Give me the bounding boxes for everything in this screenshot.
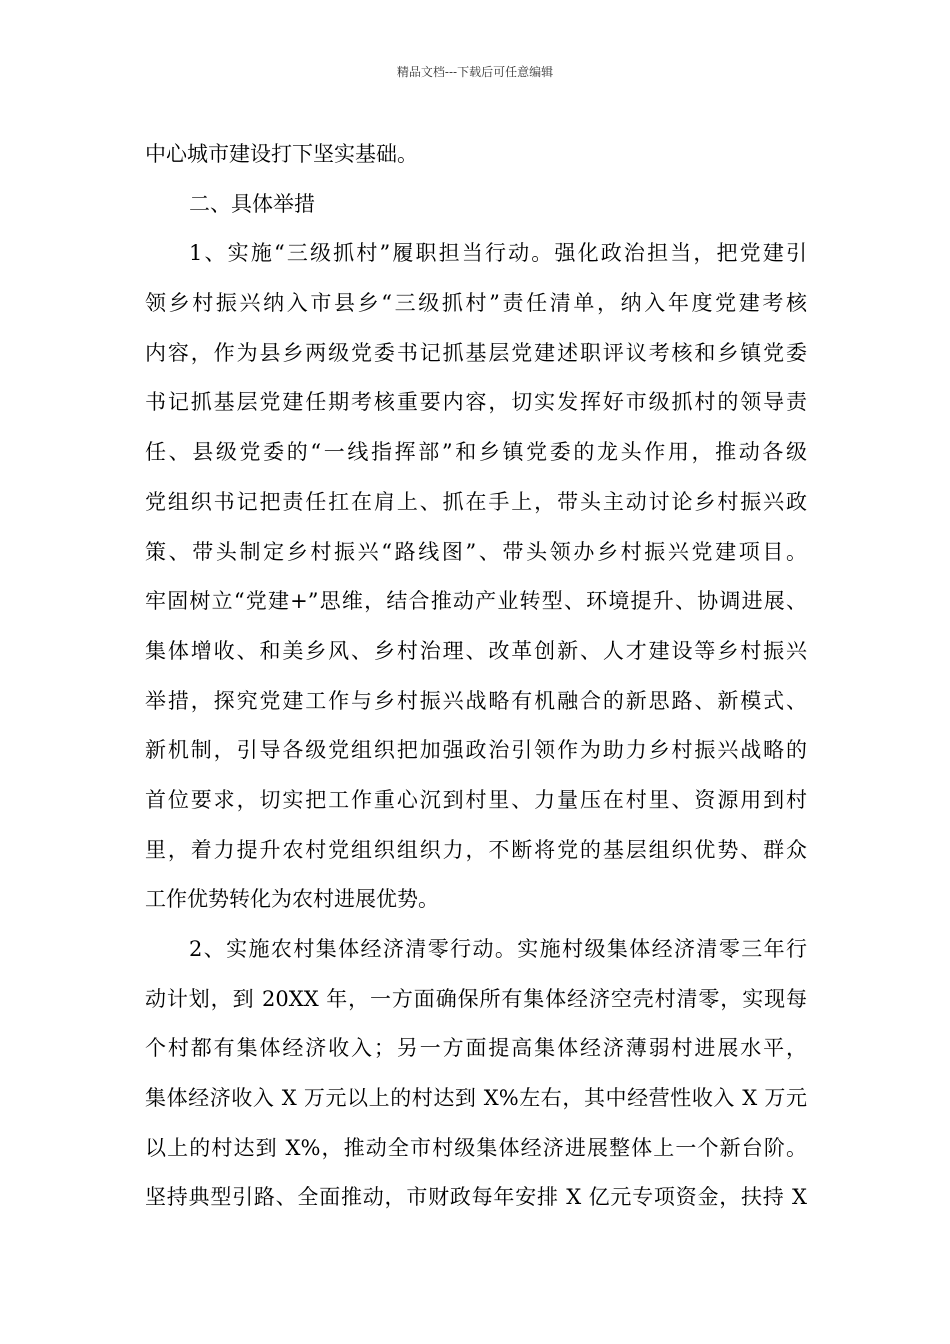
text-line: 以上的村达到 X%，推动全市村级集体经济进展整体上一个新台阶。 [145,1135,807,1160]
text-line: 个村都有集体经济收入；另一方面提高集体经济薄弱村进展水平， [145,1036,807,1061]
text-line: 内容，作为县乡两级党委书记抓基层党建述职评议考核和乡镇党委 [145,340,807,365]
text-line: 集体经济收入 X 万元以上的村达到 X%左右，其中经营性收入 X 万元 [145,1086,807,1111]
text-line: 中心城市建设打下坚实基础。 [145,142,418,166]
text-line: 新机制，引导各级党组织把加强政治引领作为助力乡村振兴战略的 [145,738,807,763]
text-line: 工作优势转化为农村进展优势。 [145,887,439,912]
text-line: 党组织书记把责任扛在肩上、抓在手上，带头主动讨论乡村振兴政 [145,489,807,514]
text-line: 里，着力提升农村党组织组织力，不断将党的基层组织优势、群众 [145,837,807,862]
text-line: 书记抓基层党建任期考核重要内容，切实发挥好市级抓村的领导责 [145,390,807,415]
text-line: 策、带头制定乡村振兴“路线图”、带头领办乡村振兴党建项目。 [145,539,807,564]
text-line: 动计划，到 20XX 年，一方面确保所有集体经济空壳村清零，实现每 [145,986,807,1011]
text-line: 首位要求，切实把工作重心沉到村里、力量压在村里、资源用到村 [145,787,807,812]
text-line: 举措，探究党建工作与乡村振兴战略有机融合的新思路、新模式、 [145,688,807,713]
text-line: 集体增收、和美乡风、乡村治理、改革创新、人才建设等乡村振兴 [145,638,807,663]
section-heading: 二、具体举措 [189,191,315,216]
text-line: 任、县级党委的“一线指挥部”和乡镇党委的龙头作用，推动各级 [145,440,807,465]
text-line: 2、实施农村集体经济清零行动。实施村级集体经济清零三年行 [189,937,807,961]
text-line: 坚持典型引路、全面推动，市财政每年安排 X 亿元专项资金，扶持 X [145,1185,807,1210]
page-header: 精品文档---下载后可任意编辑 [396,65,554,79]
text-line: 1、实施“三级抓村”履职担当行动。强化政治担当，把党建引 [189,241,807,266]
document-body [145,130,807,1223]
text-line: 牢固树立“党建+”思维，结合推动产业转型、环境提升、协调进展、 [145,589,807,614]
text-line: 领乡村振兴纳入市县乡“三级抓村”责任清单，纳入年度党建考核 [145,291,807,316]
